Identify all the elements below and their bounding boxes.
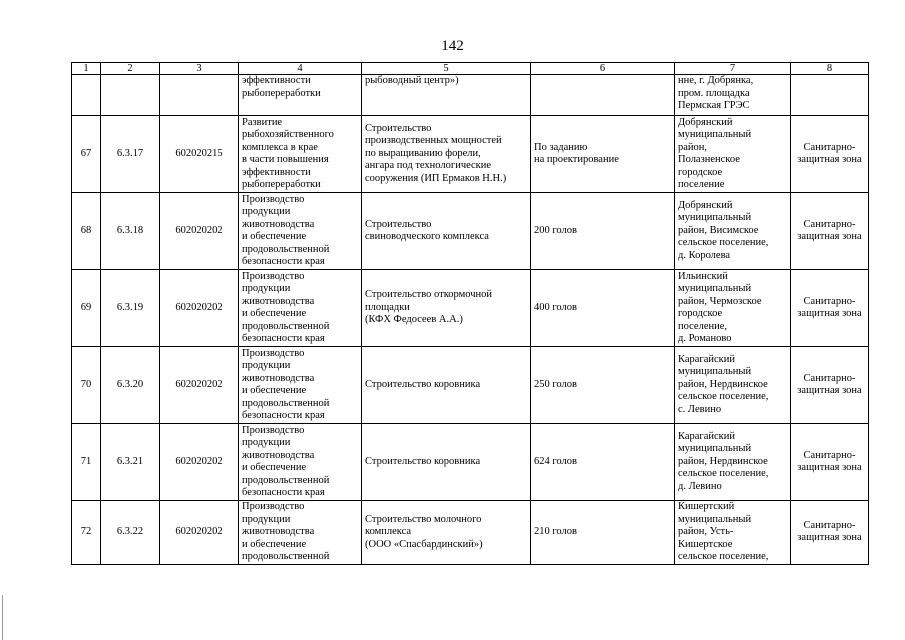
cell-code: 6.3.20 [101, 347, 160, 424]
cell-code [101, 75, 160, 116]
cell-object: рыбоводный центр») [362, 75, 531, 116]
cell-object: Строительство коровника [362, 424, 531, 501]
cell-zone: Санитарно- защитная зона [791, 501, 869, 565]
cell-classifier: 602020202 [160, 501, 239, 565]
table-row [72, 270, 869, 347]
cell-object: Строительство откормочной площадки (КФХ Федосеев А.А.) [362, 270, 531, 347]
cell-location: Кишертский муниципальный район, Усть- Кишертское сельское поселение, [675, 501, 791, 565]
cell-classifier: 602020202 [160, 193, 239, 270]
table-row [72, 116, 869, 193]
cell-classifier [160, 75, 239, 116]
cell-number: 67 [72, 116, 101, 193]
cell-location: Добрянский муниципальный район, Полазненское городское поселение [675, 116, 791, 193]
cell-purpose: Производство продукции животноводства и обеспечение продовольственной [239, 501, 362, 565]
continuation-row [72, 75, 869, 116]
cell-object: Строительство свиноводческого комплекса [362, 193, 531, 270]
cell-code: 6.3.18 [101, 193, 160, 270]
cell-capacity: 400 голов [531, 270, 675, 347]
cell-object: Строительство производственных мощностей по выращиванию форели, ангара под технологические сооружения (ИП Ермаков Н.Н.) [362, 116, 531, 193]
cell-classifier: 602020202 [160, 347, 239, 424]
cell-capacity: 250 голов [531, 347, 675, 424]
header-row [72, 63, 869, 75]
cell-object: Строительство коровника [362, 347, 531, 424]
cell-code: 6.3.22 [101, 501, 160, 565]
column-header-1: 1 [72, 63, 101, 75]
cell-capacity: По заданию на проектирование [531, 116, 675, 193]
cell-number [72, 75, 101, 116]
table-row [72, 501, 869, 565]
cell-zone: Санитарно- защитная зона [791, 347, 869, 424]
cell-capacity: 210 голов [531, 501, 675, 565]
cell-classifier: 602020202 [160, 270, 239, 347]
cell-zone: Санитарно- защитная зона [791, 270, 869, 347]
cell-location: Ильинский муниципальный район, Чермозское городское поселение, д. Романово [675, 270, 791, 347]
cell-capacity: 624 голов [531, 424, 675, 501]
cell-location: нне, г. Добрянка, пром. площадка Пермская ГРЭС [675, 75, 791, 116]
column-header-6: 6 [531, 63, 675, 75]
cell-code: 6.3.21 [101, 424, 160, 501]
planning-table [71, 62, 869, 565]
column-header-4: 4 [239, 63, 362, 75]
cell-number: 70 [72, 347, 101, 424]
cell-purpose: Производство продукции животноводства и обеспечение продовольственной безопасности края [239, 270, 362, 347]
table-row [72, 424, 869, 501]
cell-location: Карагайский муниципальный район, Нердвинское сельское поселение, д. Левино [675, 424, 791, 501]
cell-purpose: эффективности рыбопереработки [239, 75, 362, 116]
cell-capacity [531, 75, 675, 116]
cell-zone: Санитарно- защитная зона [791, 116, 869, 193]
cell-zone [791, 75, 869, 116]
cell-classifier: 602020215 [160, 116, 239, 193]
column-header-3: 3 [160, 63, 239, 75]
table-row [72, 347, 869, 424]
cell-number: 68 [72, 193, 101, 270]
scan-edge-divider [2, 595, 3, 640]
cell-capacity: 200 голов [531, 193, 675, 270]
cell-classifier: 602020202 [160, 424, 239, 501]
cell-zone: Санитарно- защитная зона [791, 424, 869, 501]
table-row [72, 193, 869, 270]
cell-number: 69 [72, 270, 101, 347]
cell-number: 72 [72, 501, 101, 565]
cell-purpose: Производство продукции животноводства и обеспечение продовольственной безопасности края [239, 347, 362, 424]
cell-object: Строительство молочного комплекса (ООО «Спасбардинский») [362, 501, 531, 565]
cell-location: Добрянский муниципальный район, Висимское сельское поселение, д. Королева [675, 193, 791, 270]
cell-code: 6.3.17 [101, 116, 160, 193]
column-header-7: 7 [675, 63, 791, 75]
cell-zone: Санитарно- защитная зона [791, 193, 869, 270]
page-number: 142 [441, 38, 464, 54]
cell-purpose: Развитие рыбохозяйственного комплекса в крае в части повышения эффективности рыбопереработки [239, 116, 362, 193]
cell-number: 71 [72, 424, 101, 501]
cell-purpose: Производство продукции животноводства и обеспечение продовольственной безопасности края [239, 193, 362, 270]
column-header-8: 8 [791, 63, 869, 75]
column-header-2: 2 [101, 63, 160, 75]
cell-code: 6.3.19 [101, 270, 160, 347]
cell-purpose: Производство продукции животноводства и обеспечение продовольственной безопасности края [239, 424, 362, 501]
cell-location: Карагайский муниципальный район, Нердвинское сельское поселение, с. Левино [675, 347, 791, 424]
column-header-5: 5 [362, 63, 531, 75]
